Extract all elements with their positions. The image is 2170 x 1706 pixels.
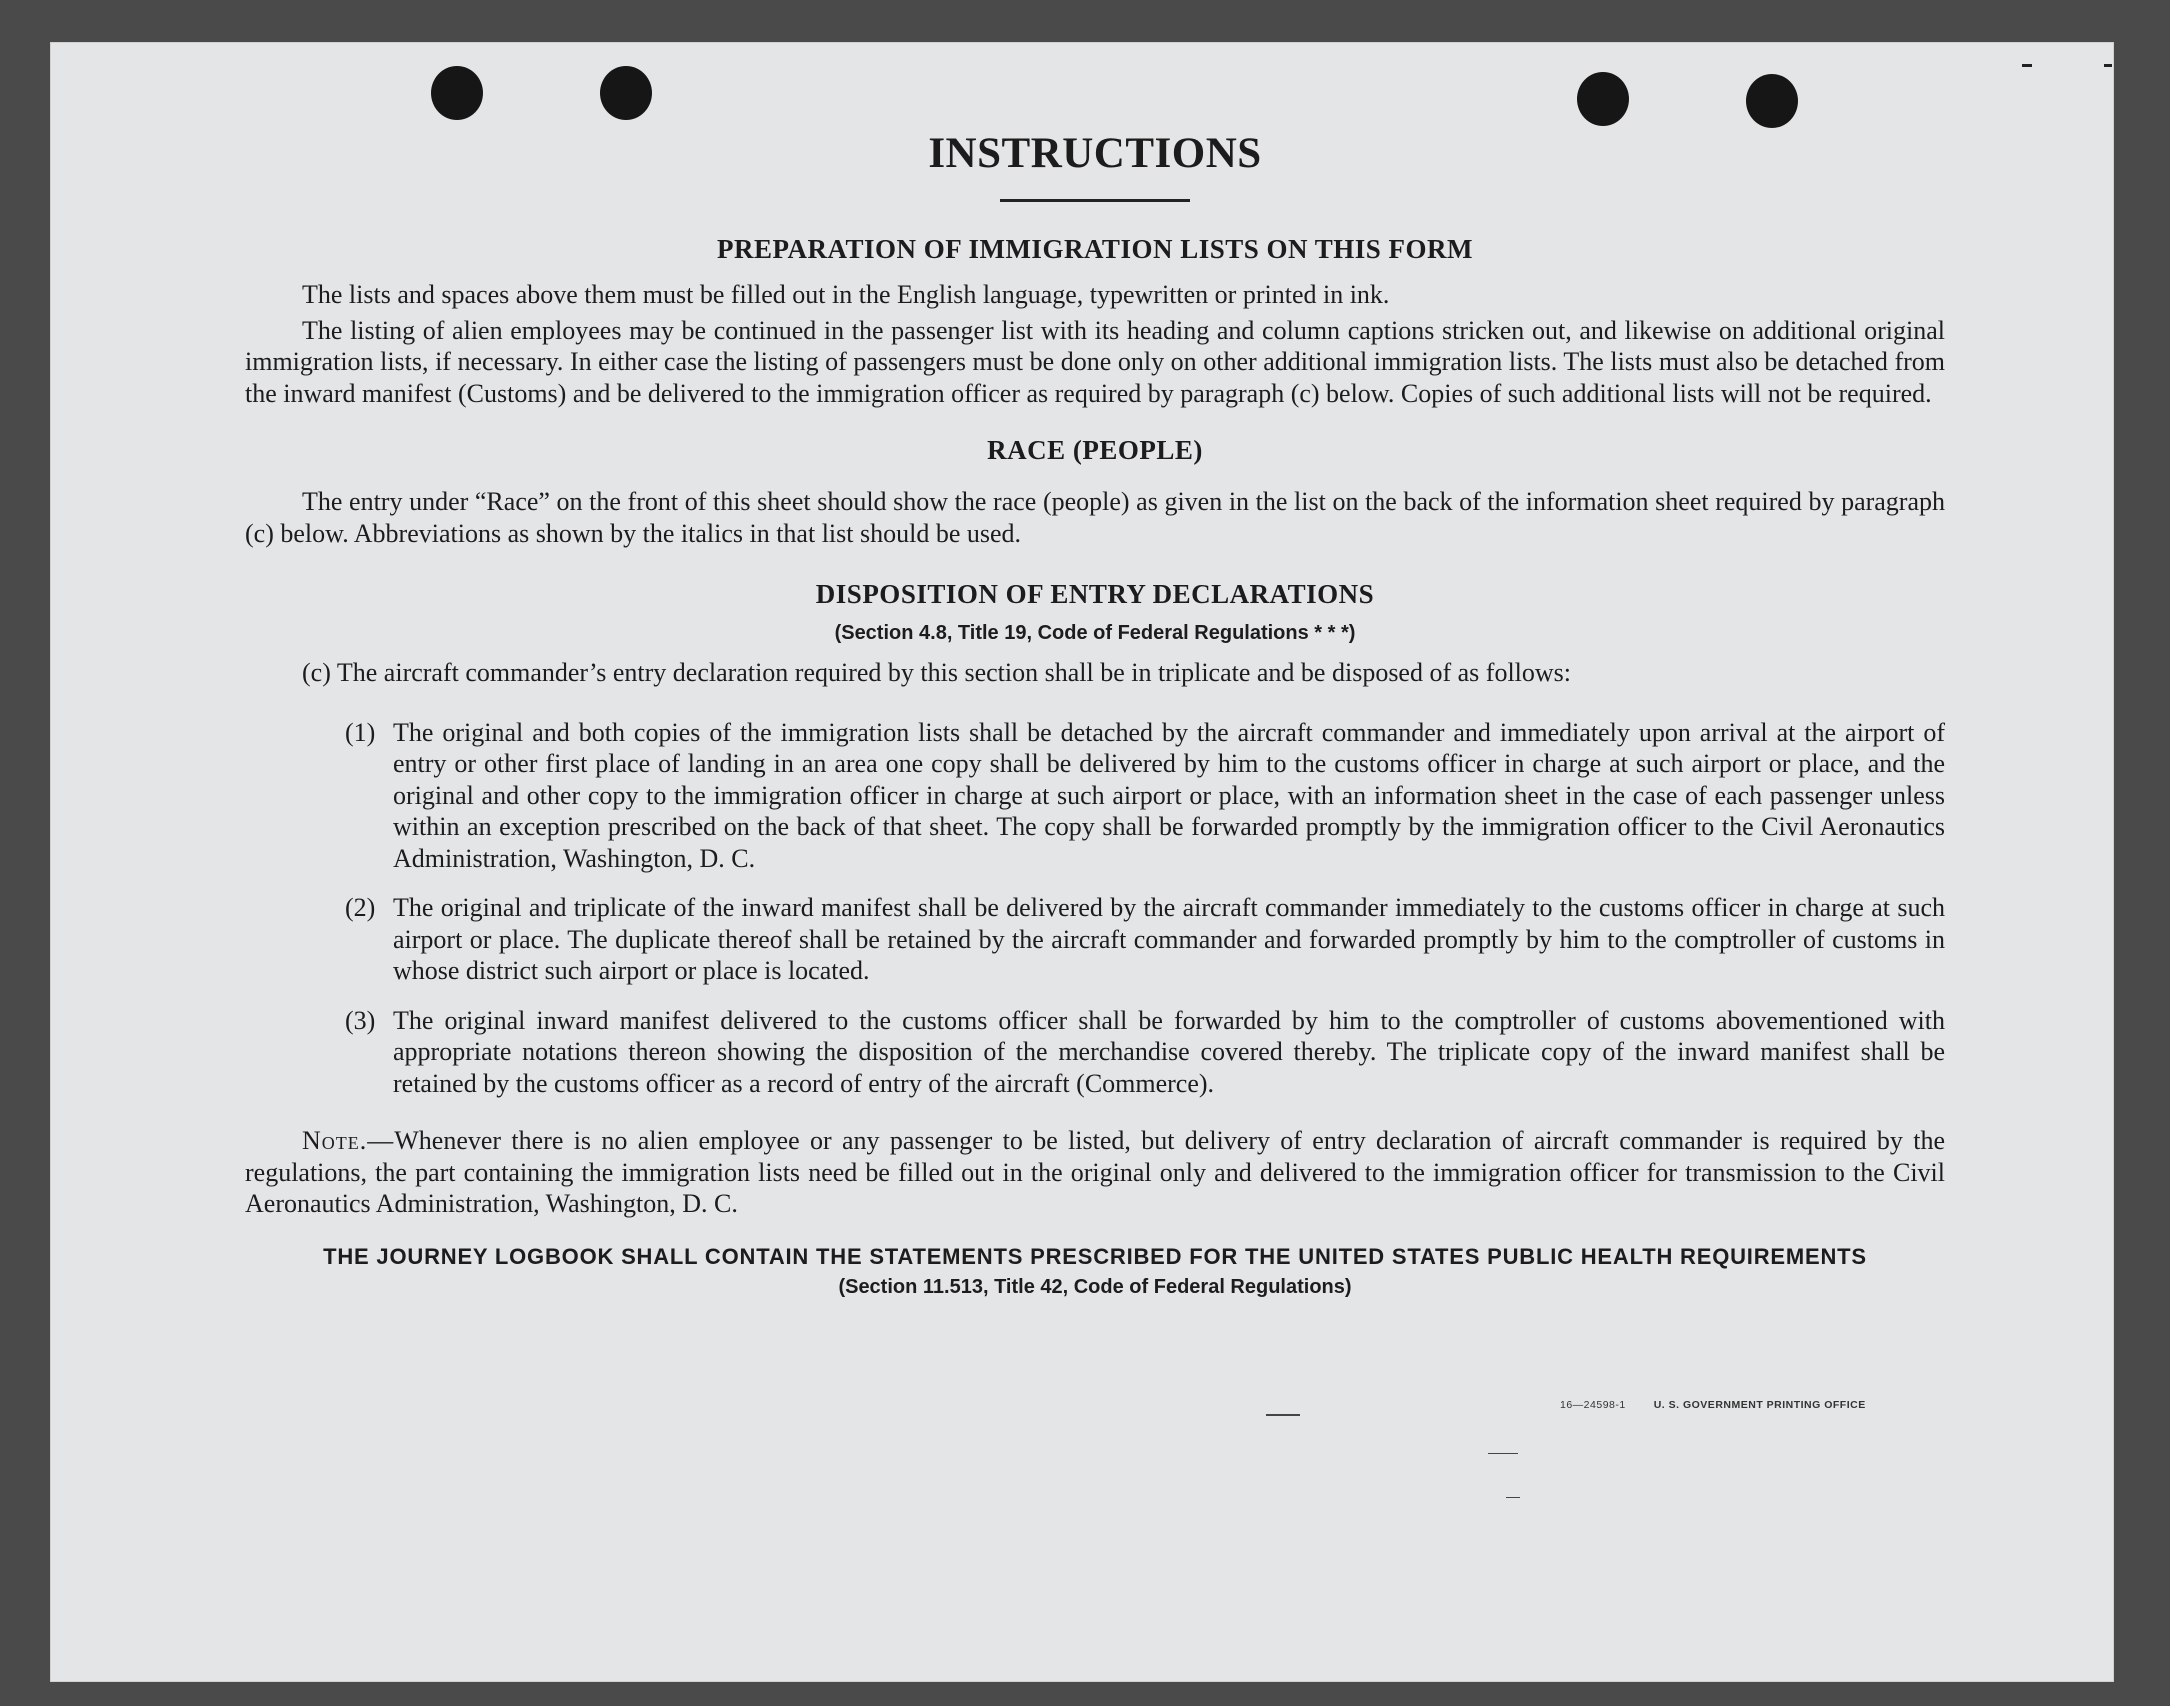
list-item-text: The original inward manifest delivered to the customs officer shall be forwarded by him to the comptroller of customs abovementioned with appropriate notations thereon showing the disposition of the merchandise covered thereby. The triplicate copy of the inward manifest shall be retained by the customs officer as a record of entry of the aircraft (Commerce). [393,1005,1945,1098]
printer-imprint: U. S. GOVERNMENT PRINTING OFFICE [1653,1399,1866,1411]
section-heading-preparation: PREPARATION OF IMMIGRATION LISTS ON THIS FORM [716,234,1474,265]
list-item [345,1005,1945,1100]
list-item-number: (3) [345,1005,376,1035]
form-footer [1560,1399,1866,1411]
paragraph: (c) The aircraft commander’s entry declaration required by this section shall be in triplicate and be disposed of as follows: [302,658,1572,688]
regulation-citation: (Section 4.8, Title 19, Code of Federal Regulations * * *) [834,622,1356,645]
edge-mark [2104,64,2112,67]
punch-hole [1746,74,1798,128]
paragraph: The lists and spaces above them must be filled out in the English language, typewritten or printed in ink. [302,280,1390,310]
section-heading-race: RACE (PEOPLE) [987,435,1203,466]
paragraph: The entry under “Race” on the front of this sheet should show the race (people) as given in the list on the back of the information sheet required by paragraph (c) below. Abbreviations as shown by the italics in that list should be used. [245,487,1945,548]
title-underline [1000,199,1190,202]
list-item-number: (1) [345,717,376,747]
list-item [345,717,1945,875]
edge-mark [2022,64,2032,67]
paragraph: The listing of alien employees may be continued in the passenger list with its heading and column captions stricken out, and likewise on additional original immigration lists, if necessary. In either case the listing of passengers must be done only on other additional immigration lists. The lists must also be detached from the inward manifest (Customs) and be delivered to the immigration officer as required by paragraph (c) below. Copies of such additional lists will not be required. [245,315,1945,408]
journey-logbook-heading: THE JOURNEY LOGBOOK SHALL CONTAIN THE STATEMENTS PRESCRIBED FOR THE UNITED STATES PUBLIC HEALTH REQUIREMENTS [323,1243,1867,1269]
note-text: Whenever there is no alien employee or any passenger to be listed, but delivery of entry declaration of aircraft commander is required by the regulations, the part containing the immigration lists need be filled out in the original only and delivered to the immigration officer for transmission to the Civil Aeronautics Administration, Washington, D. C. [245,1126,1945,1219]
print-mark [1506,1497,1520,1498]
punch-hole [431,66,483,120]
page-title: INSTRUCTIONS [928,130,1262,177]
list-item [345,892,1945,987]
list-item-number: (2) [345,893,376,923]
instructions-body [245,130,1945,1299]
note-lead: Note.— [302,1126,395,1156]
list-item-text: The original and triplicate of the inward manifest shall be delivered by the aircraft commander immediately to the customs officer in charge at such airport or place. The duplicate thereof shall be retained by the aircraft commander and forwarded promptly by him to the comptroller of customs in whose district such airport or place is located. [393,893,1945,986]
print-mark [1488,1453,1518,1454]
list-item-text: The original and both copies of the immigration lists shall be detached by the aircraft commander and immediately upon arrival at the airport of entry or other first place of landing in an area one copy shall be delivered by him to the customs officer in charge at such airport or place, and the original and other copy to the immigration officer in charge at such airport or place, with an information sheet in the case of each passenger unless within an exception prescribed on the back of that sheet. The copy shall be forwarded promptly by the immigration officer to the Civil Aeronautics Administration, Washington, D. C. [393,717,1945,873]
print-mark [1266,1414,1300,1416]
form-code: 16—24598-1 [1560,1399,1626,1411]
section-heading-disposition: DISPOSITION OF ENTRY DECLARATIONS [815,579,1375,610]
note-paragraph [245,1125,1945,1220]
document-page [50,42,2114,1682]
journey-citation: (Section 11.513, Title 42, Code of Federal Regulations) [838,1275,1352,1298]
punch-hole [600,66,652,120]
punch-hole [1577,72,1629,126]
